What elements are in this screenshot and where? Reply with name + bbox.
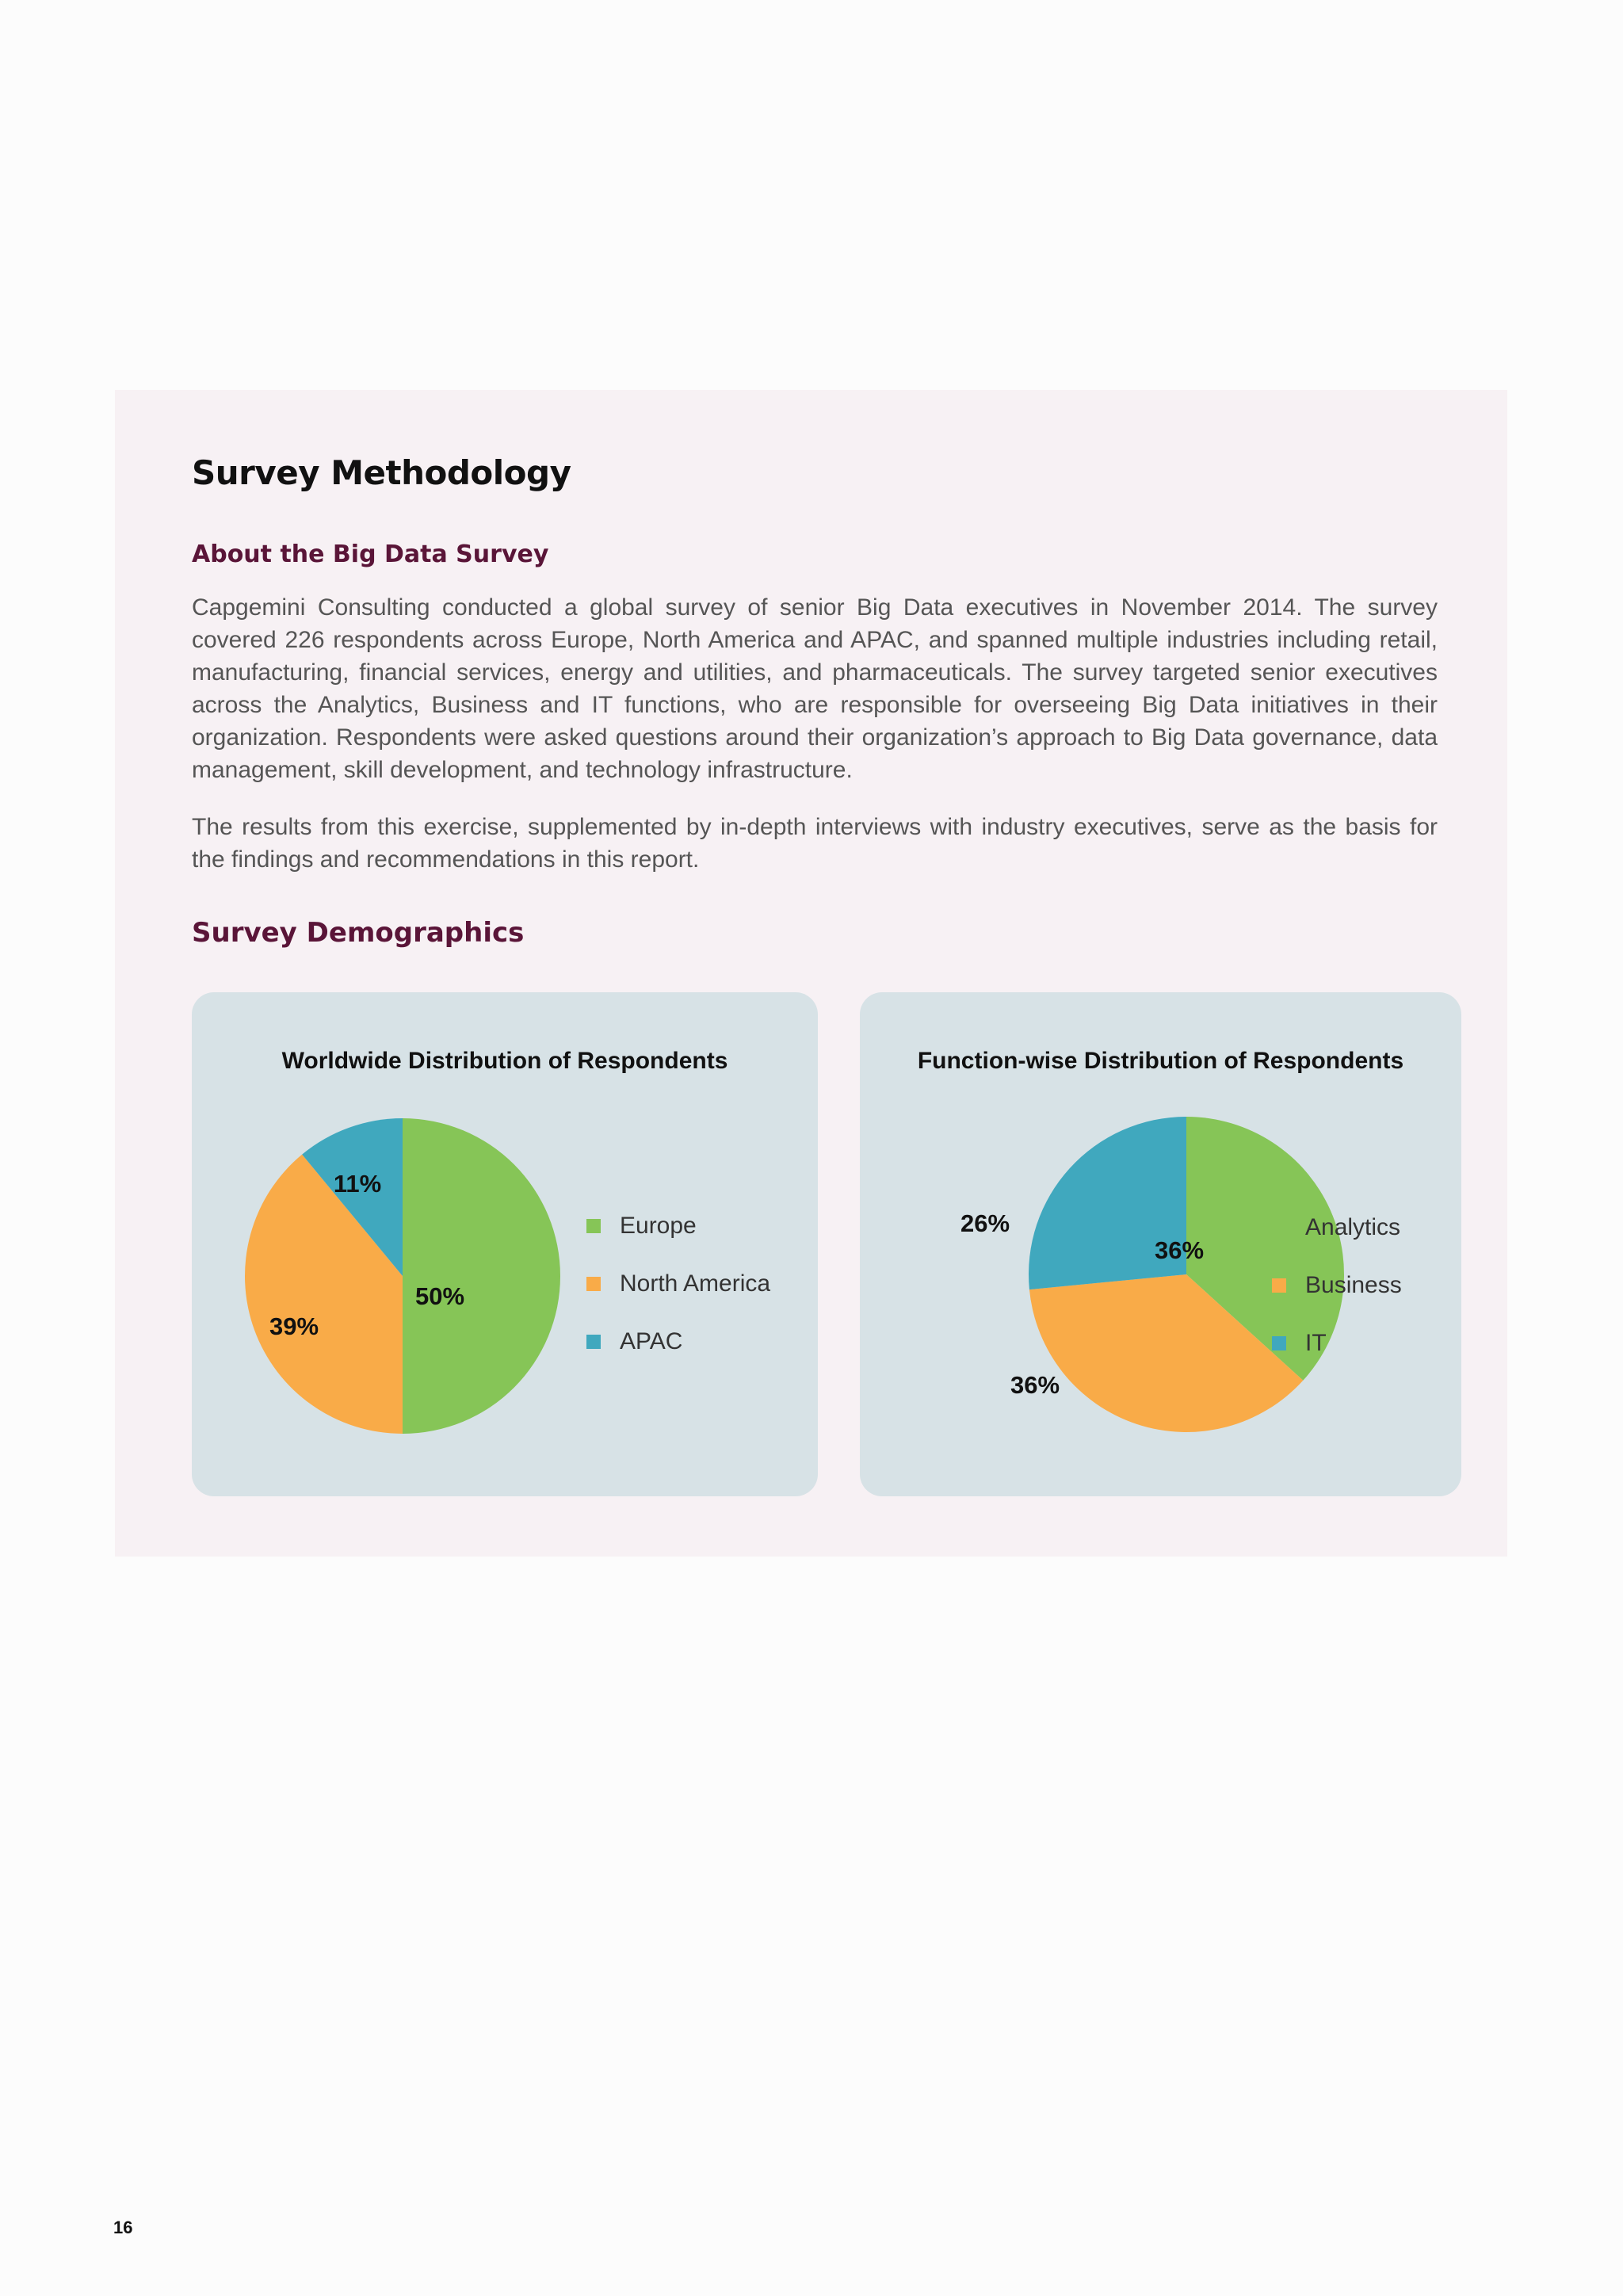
legend-item-it [1272,1314,1402,1372]
legend-label: IT [1305,1329,1327,1356]
legend-item-europe [586,1197,770,1255]
intro-paragraph: Capgemini Consulting conducted a global survey of senior Big Data executives in November 2014. The survey covered 226 respondents across Europe, North America and APAC, and spanned multiple industries including retail, manufacturing, financial services, energy and utilities, and pharmaceuticals. The survey targeted senior executives across the Analytics, Business and IT functions, who are responsible for overseeing Big Data initiatives in their organization. Respondents were asked questions around their organization’s approach to Big Data governance, data management, skill development, and technology infrastructure. [192,594,1438,783]
legend-item-north-america [586,1255,770,1312]
data-label-north-america: 39% [269,1312,319,1340]
chart-title: Function-wise Distribution of Respondents [917,1048,1404,1074]
legend-swatch-orange [1272,1278,1286,1293]
function-chart-card [860,992,1461,1496]
data-label-europe: 50% [414,1282,465,1310]
chart-legend [1272,1198,1402,1372]
legend-label: North America [620,1270,771,1297]
section-subtitle: About the Big Data Survey [192,541,549,568]
legend-label: Business [1305,1271,1402,1298]
chart-legend [586,1197,770,1370]
legend-label: Analytics [1305,1213,1401,1240]
data-label-it: 26% [960,1209,1010,1237]
worldwide-chart-card [192,992,818,1496]
legend-item-analytics [1272,1198,1402,1256]
pie-slice-europe [403,1118,560,1434]
legend-swatch-teal [1272,1336,1286,1350]
legend-swatch-green [586,1219,601,1233]
legend-swatch-teal [586,1335,601,1349]
page-number: 16 [113,2218,133,2237]
chart-title: Worldwide Distribution of Respondents [281,1048,728,1074]
legend-item-business [1272,1256,1402,1314]
page-title: Survey Methodology [192,453,571,492]
data-label-business: 36% [1010,1371,1060,1399]
demographics-heading: Survey Demographics [192,917,525,949]
legend-item-apac [586,1312,770,1370]
legend-label: Europe [620,1212,697,1239]
data-label-analytics: 36% [1154,1236,1205,1264]
legend-swatch-green [1272,1221,1286,1235]
legend-swatch-orange [586,1277,601,1291]
methodology-panel [115,390,1507,1557]
legend-label: APAC [620,1328,683,1354]
data-label-apac: 11% [333,1170,382,1198]
results-paragraph: The results from this exercise, supplemented by in-depth interviews with industry executives, serve as the basis for the findings and recommendations in this report. [192,814,1438,873]
